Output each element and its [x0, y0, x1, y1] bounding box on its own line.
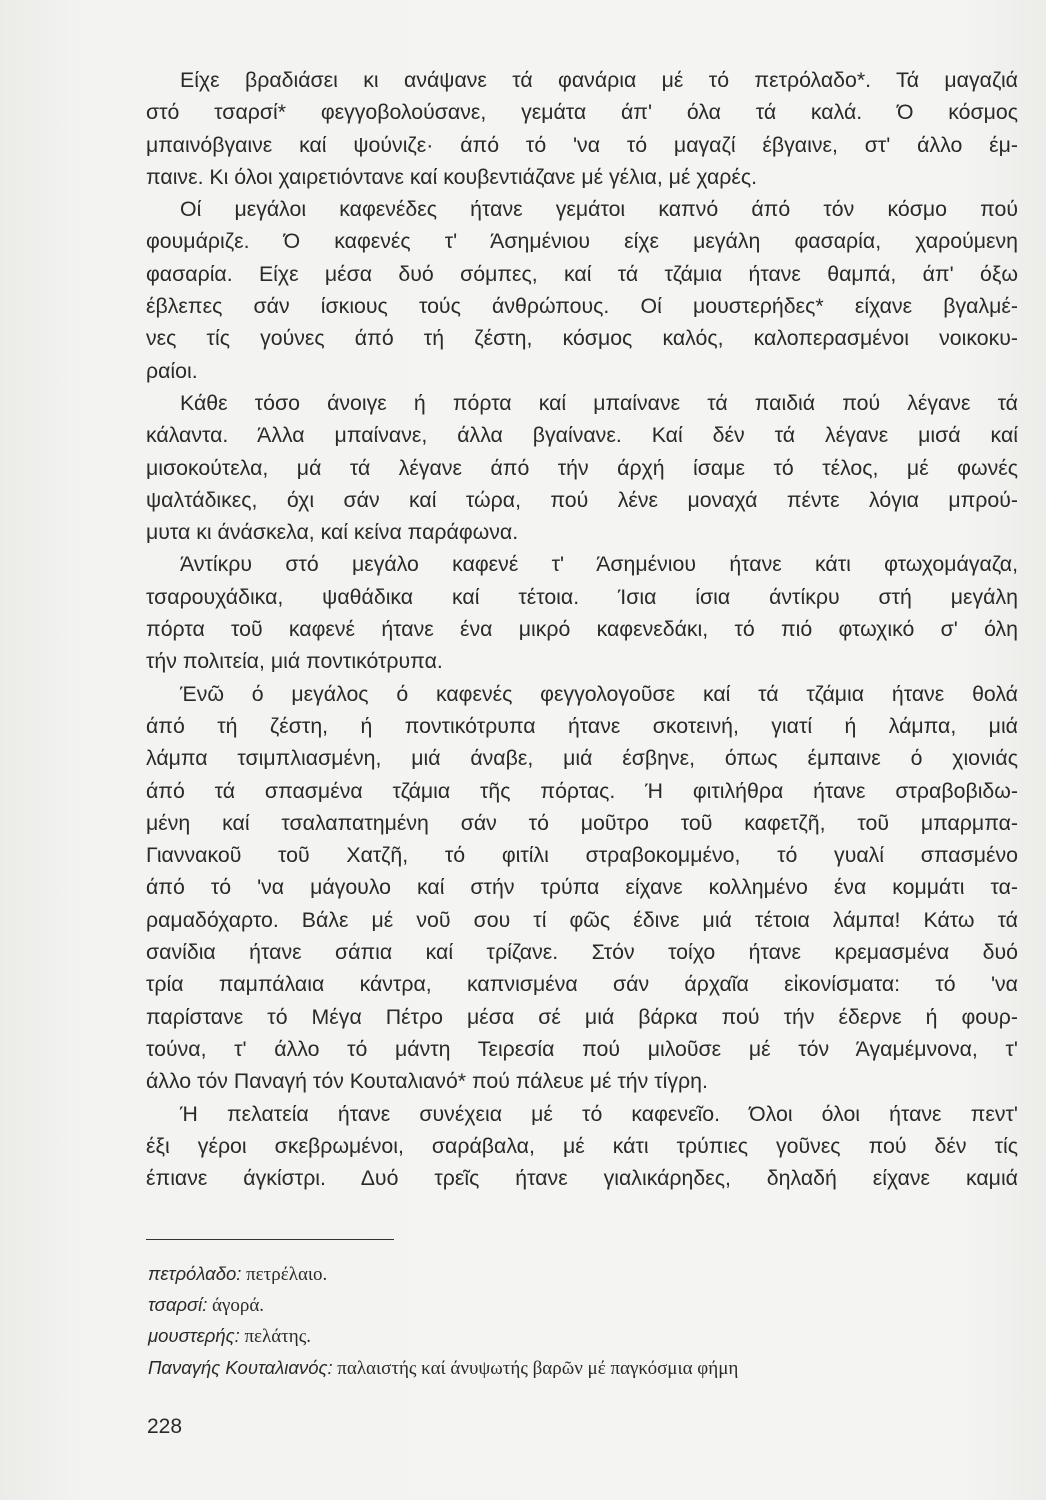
- text-line: φουμάριζε. Ό καφενές τ' Άσημένιου είχε μεγάλη φασαρία, χαρούμενη: [146, 229, 1018, 254]
- footnotes: [148, 1259, 1018, 1384]
- text-line: άλλο τόν Παναγή τόν Κουταλιανό* πού πάλευε μέ τήν τίγρη.: [146, 1069, 708, 1094]
- footnote: [148, 1321, 1018, 1352]
- text-line: μυτα κι άνάσκελα, καί κείνα παράφωνα.: [146, 520, 519, 545]
- text-line: μπαινόβγαινε καί ψούνιζε· άπό τό 'να τό μαγαζί έβγαινε, στ' άλλο έμ-: [146, 132, 1018, 157]
- text-line: ψαλτάδικες, όχι σάν καί τώρα, πού λένε μοναχά πέντε λόγια μπρού-: [146, 487, 1018, 512]
- text-line: έβλεπες σάν ίσκιους τούς άνθρώπους. Οί μουστερήδες* είχανε βγαλμέ-: [146, 294, 1018, 319]
- text-line: Κάθε τόσο άνοιγε ή πόρτα καί μπαίνανε τά παιδιά πού λέγανε τά: [180, 390, 1018, 415]
- footnote: [148, 1290, 1018, 1321]
- footnote-term: τσαρσί:: [148, 1294, 208, 1316]
- text-line: ραμαδόχαρτο. Βάλε μέ νοῦ σου τί φῶς έδινε μιά τέτοια λάμπα! Κάτω τά: [146, 907, 1018, 932]
- text-line: στό τσαρσί* φεγγοβολούσανε, γεμάτα άπ' όλα τά καλά. Ό κόσμος: [146, 100, 1018, 125]
- text-line: τούνα, τ' άλλο τό μάντη Τειρεσία πού μιλοῦσε μέ τόν Άγαμέμνονα, τ': [146, 1036, 1018, 1061]
- text-line: έπιανε άγκίστρι. Δυό τρεῖς ήτανε γιαλικάρηδες, δηλαδή είχανε καμιά: [146, 1166, 1018, 1191]
- text-line: Ένῶ ό μεγάλος ό καφενές φεγγολογοῦσε καί τά τζάμια ήτανε θολά: [180, 681, 1018, 706]
- paragraph: [146, 548, 1018, 677]
- text-line: Γιαννακοῦ τοῦ Χατζῆ, τό φιτίλι στραβοκομμένο, τό γυαλί σπασμένο: [146, 843, 1018, 868]
- text-line: έξι γέροι σκεβρωμένοι, σαράβαλα, μέ κάτι τρύπιες γοῦνες πού δέν τίς: [146, 1133, 1018, 1158]
- text-line: λάμπα τσιμπλιασμένη, μιά άναβε, μιά έσβηνε, όπως έμπαινε ό χιονιάς: [146, 746, 1018, 771]
- text-line: πόρτα τοῦ καφενέ ήτανε ένα μικρό καφενεδάκι, τό πιό φτωχικό σ' όλη: [146, 617, 1018, 642]
- paragraph: [146, 1098, 1018, 1195]
- paragraph: [146, 64, 1018, 193]
- text-line: φασαρία. Είχε μέσα δυό σόμπες, καί τά τζάμια ήτανε θαμπά, άπ' όξω: [146, 261, 1018, 286]
- footnote-term: πετρόλαδο:: [148, 1263, 242, 1284]
- text-line: Είχε βραδιάσει κι ανάψανε τά φανάρια μέ τό πετρόλαδο*. Τά μαγαζιά: [180, 68, 1018, 92]
- paragraph: [146, 193, 1018, 387]
- footnote-term: μουστερής:: [148, 1325, 240, 1347]
- text-line: άπό τή ζέστη, ή ποντικότρυπα ήτανε σκοτεινή, γιατί ή λάμπα, μιά: [146, 713, 1018, 738]
- text-line: μισοκούτελα, μά τά λέγανε άπό τήν άρχή ίσαμε τό τέλος, μέ φωνές: [146, 455, 1018, 480]
- footnote-definition: πελάτης.: [244, 1326, 312, 1348]
- footnote-term: Παναγής Κουταλιανός:: [148, 1356, 333, 1378]
- footnote: [148, 1259, 1018, 1290]
- text-line: παινε. Κι όλοι χαιρετιόντανε καί κουβεντιάζανε μέ γέλια, μέ χαρές.: [146, 164, 758, 189]
- footnote-definition: άγορά.: [212, 1295, 265, 1317]
- paragraph: [146, 387, 1018, 548]
- footnote: [148, 1353, 1018, 1384]
- text-line: Ή πελατεία ήτανε συνέχεια μέ τό καφενεῖο. Όλοι όλοι ήτανε πεντ': [180, 1101, 1018, 1126]
- text-line: άπό τό 'να μάγουλο καί στήν τρύπα είχανε κολλημένο ένα κομμάτι τα-: [146, 875, 1018, 900]
- text-line: νες τίς γούνες άπό τή ζέστη, κόσμος καλός, καλοπερασμένοι νοικοκυ-: [146, 326, 1018, 351]
- body-text: [146, 64, 1018, 1194]
- footnote-separator: [146, 1239, 394, 1240]
- text-line: τήν πολιτεία, μιά ποντικότρυπα.: [146, 649, 443, 674]
- footnote-definition: πετρέλαιο.: [246, 1264, 328, 1285]
- text-line: κάλαντα. Άλλα μπαίνανε, άλλα βγαίνανε. Καί δέν τά λέγανε μισά καί: [146, 423, 1018, 448]
- text-line: Οί μεγάλοι καφενέδες ήτανε γεμάτοι καπνό άπό τόν κόσμο πού: [180, 197, 1018, 222]
- text-line: τσαρουχάδικα, ψαθάδικα καί τέτοια. Ίσια ίσια άντίκρυ στή μεγάλη: [146, 584, 1018, 609]
- text-line: μένη καί τσαλαπατημένη σάν τό μοῦτρο τοῦ καφετζῆ, τοῦ μπαρμπα-: [146, 810, 1018, 835]
- text-line: άπό τά σπασμένα τζάμια τῆς πόρτας. Ή φιτιλήθρα ήτανε στραβοβιδω-: [146, 778, 1018, 803]
- paragraph: [146, 678, 1018, 1098]
- text-line: ραίοι.: [146, 358, 198, 383]
- text-line: σανίδια ήτανε σάπια καί τρίζανε. Στόν τοίχο ήτανε κρεμασμένα δυό: [146, 940, 1018, 965]
- text-line: παρίστανε τό Μέγα Πέτρο μέσα σέ μιά βάρκα πού τήν έδερνε ή φουρ-: [146, 1004, 1018, 1029]
- page-number: 228: [147, 1415, 183, 1438]
- footnote-definition: παλαιστής καί άνυψωτής βαρῶν μέ παγκόσμια φήμη: [337, 1357, 739, 1379]
- text-line: τρία παμπάλαια κάντρα, καπνισμένα σάν άρχαῖα εἰκονίσματα: τό 'να: [146, 972, 1018, 997]
- text-line: Άντίκρυ στό μεγάλο καφενέ τ' Άσημένιου ήτανε κάτι φτωχομάγαζα,: [180, 552, 1018, 577]
